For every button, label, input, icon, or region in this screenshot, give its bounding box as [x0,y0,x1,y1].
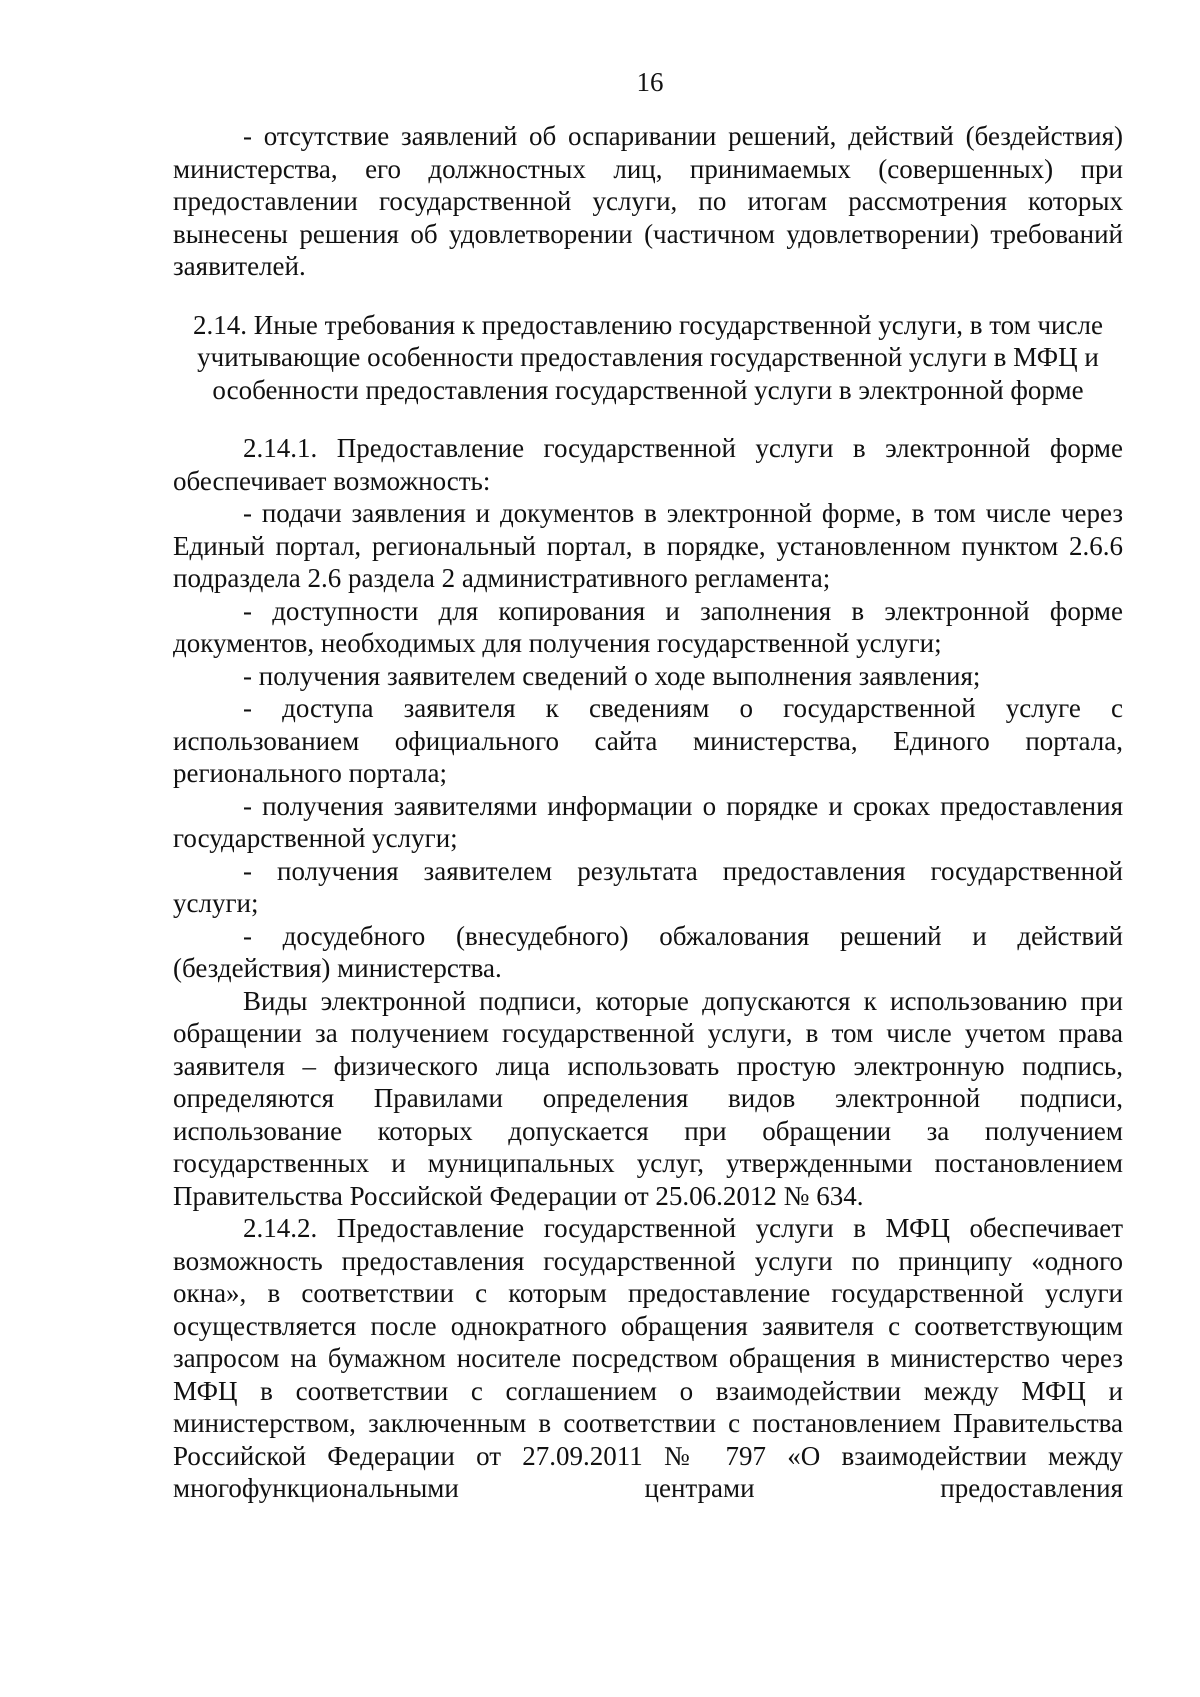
section-heading-text: 2.14. Иные требования к предоставлению государственной услуги, в том числе учитывающие особенности предоставления государственной услуги в МФЦ и особенности предоставления государственной услуги в электронной форме [193,309,1103,405]
list-item-status-info: - получения заявителем сведений о ходе выполнения заявления; [243,660,981,691]
list-item-appeal: - досудебного (внесудебного) обжалования решений и действий (бездействия) министерства. [173,920,1123,983]
list-item-procedure-info: - получения заявителями информации о порядке и сроках предоставления государственной услуги; [173,790,1123,853]
document-body [173,120,1123,1505]
paragraph-2-14-1-intro: 2.14.1. Предоставление государственной услуги в электронной форме обеспечивает возможность: [173,433,1123,496]
page-number: 16 [636,67,664,97]
paragraph-2-14-2-mfc: 2.14.2. Предоставление государственной услуги в МФЦ обеспечивает возможность предоставления государственной услуги по принципу «одного окна», в соответствии с которым предоставление государственной услуги осуществляется после однократного обращения заявителя с соответствующим запросом на бумажном носителе посредством обращения в министерство через МФЦ в соответствии с соглашением о взаимодействии между МФЦ и министерством, заключенным в соответствии с постановлением Правительства Российской Федерации от 27.09.2011 № 797 «О взаимодействии между многофункциональными центрами предоставления [173,1213,1123,1503]
list-item-copying: - доступности для копирования и заполнения в электронной форме документов, необходимых для получения государственной услуги; [173,595,1123,658]
paragraph-no-complaints: - отсутствие заявлений об оспаривании решений, действий (бездействия) министерства, его должностных лиц, принимаемых (совершенных) при предоставлении государственной услуги, по итогам рассмотрения которых вынесены решения об удовлетворении (частичном удовлетворении) требований заявителей. [173,121,1123,281]
paragraph-electronic-signature: Виды электронной подписи, которые допускаются к использованию при обращении за получением государственной услуги, в том числе учетом права заявителя – физического лица использовать простую электронную подпись, определяются Правилами определения видов электронной подписи, использование которых допускается при обращении за получением государственных и муниципальных услуг, утвержденными постановлением Правительства Российской Федерации от 25.06.2012 № 634. [173,985,1123,1211]
list-item-access-info: - доступа заявителя к сведениям о государственной услуге с использованием официального сайта министерства, Единого портала, регионального портала; [173,693,1123,788]
list-item-submission: - подачи заявления и документов в электронной форме, в том числе через Единый портал, региональный портал, в порядке, установленном пунктом 2.6.6 подраздела 2.6 раздела 2 административного регламента; [173,498,1123,593]
list-item-result: - получения заявителем результата предоставления государственной услуги; [173,855,1123,918]
section-heading-2-14 [173,309,1123,407]
